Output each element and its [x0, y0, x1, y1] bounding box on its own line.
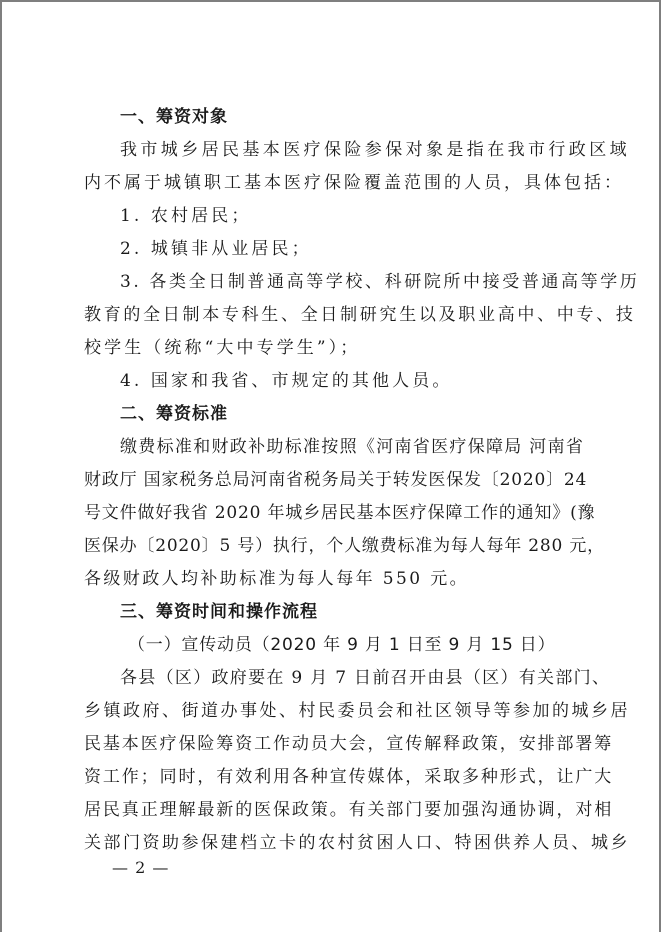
subsection-heading: （一）宣传动员（2020 年 9 月 1 日至 9 月 15 日）: [128, 635, 556, 655]
list-item: 1. 农村居民；: [120, 206, 252, 226]
page-number: — 2 —: [112, 858, 170, 877]
list-item: 2. 城镇非从业居民；: [120, 239, 312, 259]
paragraph-line: 教育的全日制本专科生、全日制研究生以及职业高中、中专、技: [84, 305, 636, 325]
list-item: 3. 各类全日制普通高等学校、科研院所中接受普通高等学历: [120, 272, 640, 292]
paragraph-line: 居民真正理解最新的医保政策。有关部门要加强沟通协调，对相: [84, 800, 614, 820]
paragraph-line: 各级财政人均补助标准为每人每年 550 元。: [84, 569, 470, 589]
paragraph-line: 号文件做好我省 2020 年城乡居民基本医疗保障工作的通知》(豫: [84, 503, 596, 523]
section-heading-1: 一、筹资对象: [120, 107, 228, 127]
paragraph-line: 缴费标准和财政补助标准按照《河南省医疗保障局 河南省: [120, 437, 585, 457]
list-item: 4. 国家和我省、市规定的其他人员。: [120, 371, 453, 391]
paragraph-line: 校学生（统称“大中专学生”）；: [84, 338, 361, 358]
paragraph-line: 关部门资助参保建档立卡的农村贫困人口、特困供养人员、城乡: [84, 833, 630, 853]
section-heading-3: 三、筹资时间和操作流程: [120, 602, 318, 622]
paragraph-line: 乡镇政府、街道办事处、村民委员会和社区领导等参加的城乡居: [84, 701, 630, 721]
paragraph-line: 我市城乡居民基本医疗保险参保对象是指在我市行政区域: [120, 140, 630, 160]
paragraph-line: 各县（区）政府要在 9 月 7 日前召开由县（区）有关部门、: [120, 668, 611, 688]
paragraph-line: 资工作；同时，有效利用各种宣传媒体，采取多种形式，让广大: [84, 767, 614, 787]
paragraph-line: 财政厅 国家税务总局河南省税务局关于转发医保发〔2020〕24: [84, 470, 588, 490]
paragraph-line: 内不属于城镇职工基本医疗保险覆盖范围的人员，具体包括：: [84, 173, 624, 193]
paragraph-line: 医保办〔2020〕5 号）执行，个人缴费标准为每人每年 280 元，: [84, 536, 605, 556]
paragraph-line: 民基本医疗保险筹资工作动员大会，宣传解释政策，安排部署筹: [84, 734, 614, 754]
section-heading-2: 二、筹资标准: [120, 404, 228, 424]
